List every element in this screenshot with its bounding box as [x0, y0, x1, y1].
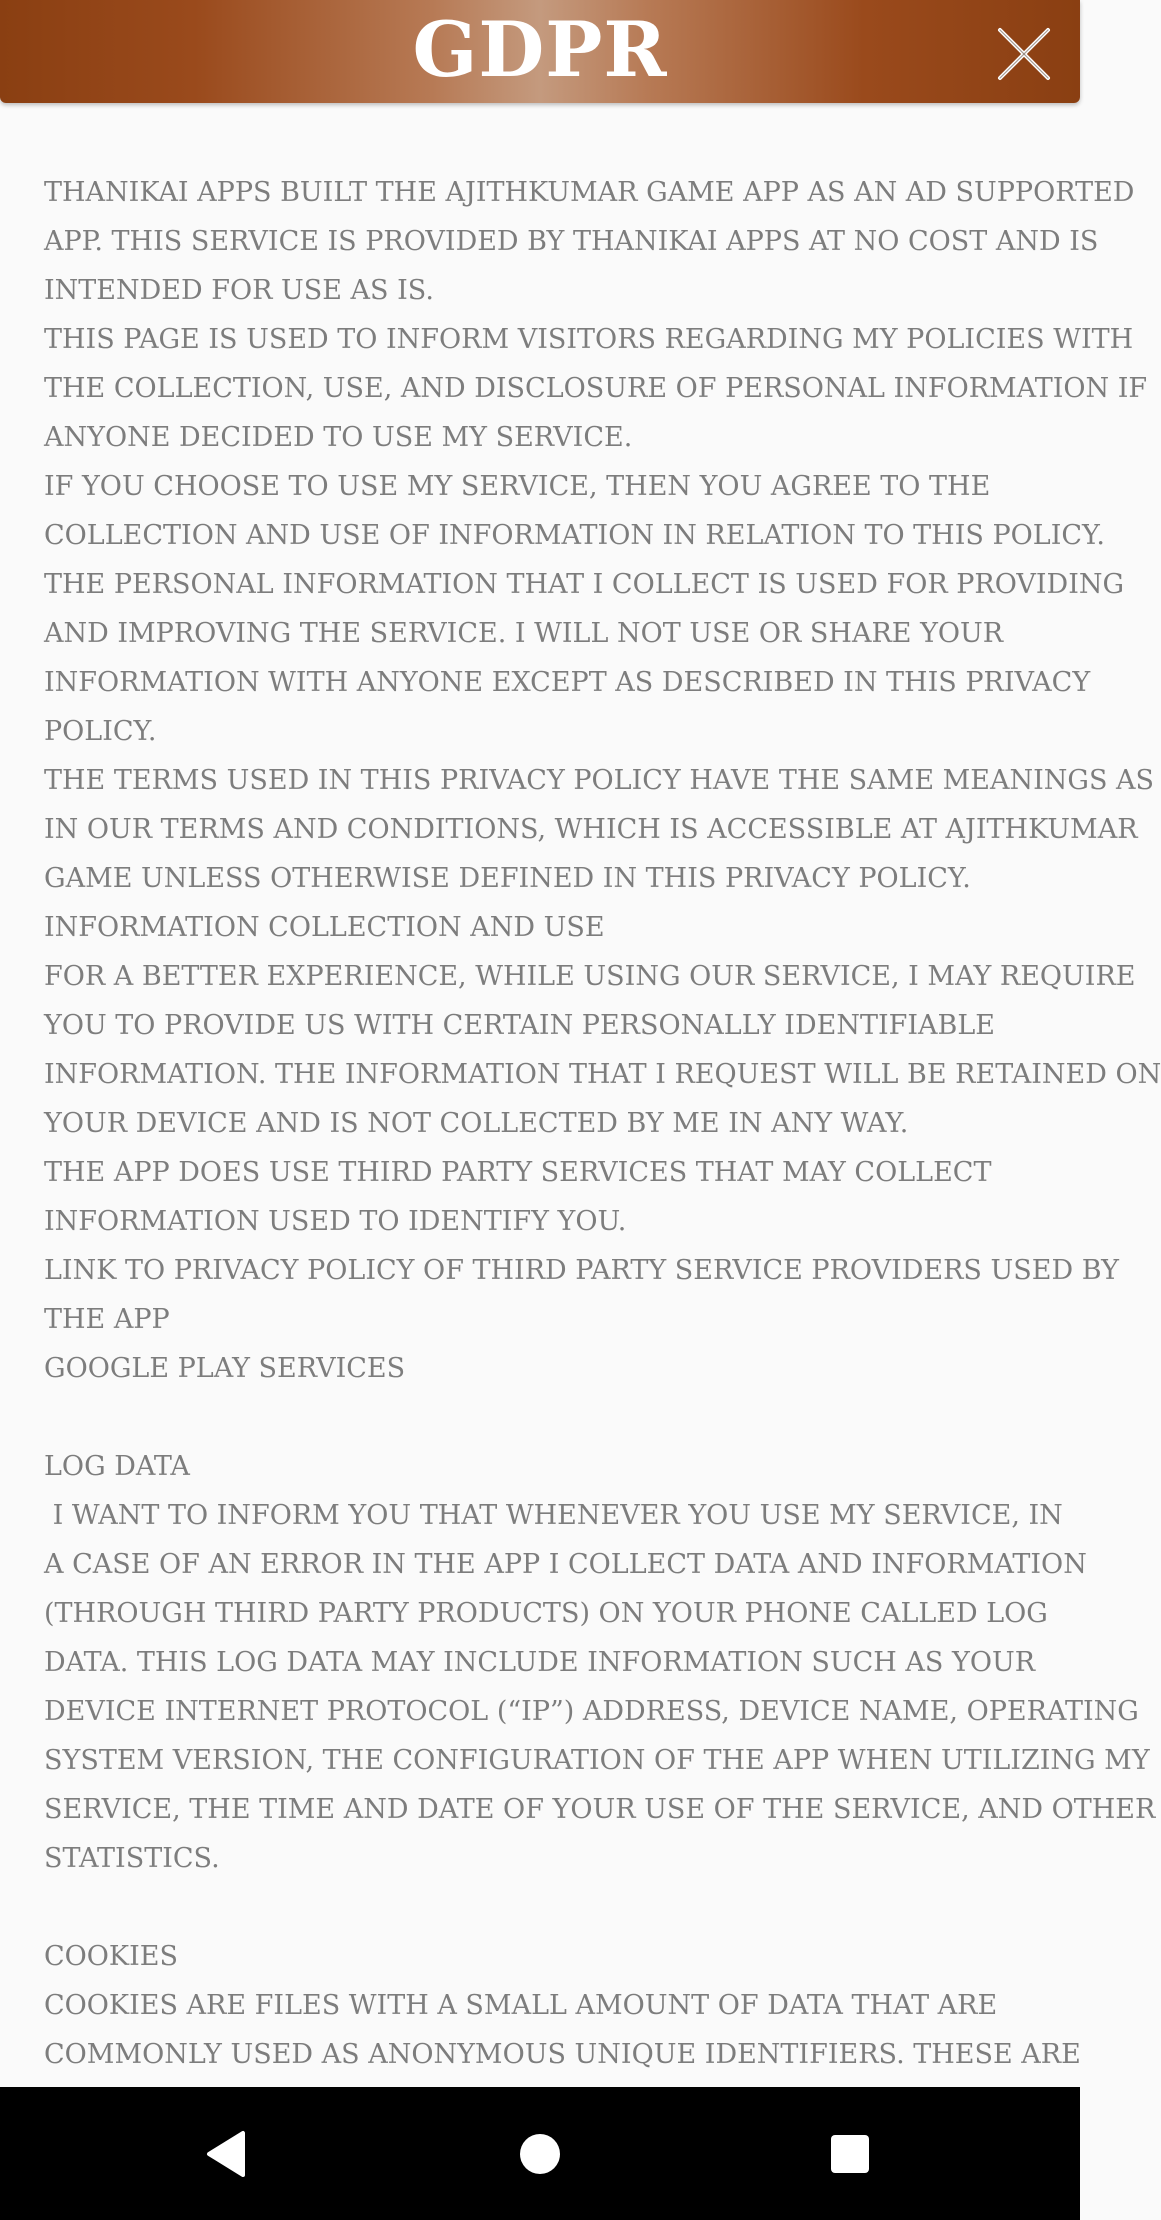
policy-line: I WANT TO INFORM YOU THAT WHENEVER YOU USE MY SERVICE, IN: [44, 1500, 1063, 1531]
policy-line: STATISTICS.: [44, 1843, 220, 1874]
recents-square-icon: [829, 2133, 871, 2175]
policy-line: COOKIES ARE FILES WITH A SMALL AMOUNT OF DATA THAT ARE: [44, 1990, 998, 2021]
back-triangle-icon: [203, 2129, 249, 2179]
policy-line: THIS PAGE IS USED TO INFORM VISITORS REGARDING MY POLICIES WITH: [44, 324, 1134, 355]
policy-line: DATA. THIS LOG DATA MAY INCLUDE INFORMATION SUCH AS YOUR: [44, 1647, 1036, 1678]
policy-line: THE APP: [44, 1304, 170, 1335]
home-circle-icon: [518, 2132, 562, 2176]
policy-line: INFORMATION WITH ANYONE EXCEPT AS DESCRIBED IN THIS PRIVACY: [44, 667, 1091, 698]
policy-line: LOG DATA: [44, 1451, 190, 1482]
close-button[interactable]: [996, 26, 1052, 82]
privacy-policy-text[interactable]: [44, 168, 1161, 2083]
policy-line: SYSTEM VERSION, THE CONFIGURATION OF THE APP WHEN UTILIZING MY: [44, 1745, 1150, 1776]
policy-line: COLLECTION AND USE OF INFORMATION IN RELATION TO THIS POLICY.: [44, 520, 1105, 551]
recents-button[interactable]: [750, 2087, 950, 2220]
policy-line: GAME UNLESS OTHERWISE DEFINED IN THIS PRIVACY POLICY.: [44, 863, 971, 894]
policy-line: ANYONE DECIDED TO USE MY SERVICE.: [44, 422, 633, 453]
blank-line: [44, 1393, 1044, 1442]
page-title: GDPR: [412, 5, 668, 94]
policy-line: INTENDED FOR USE AS IS.: [44, 275, 434, 306]
system-navigation-bar: [0, 2087, 1080, 2220]
policy-line: A CASE OF AN ERROR IN THE APP I COLLECT DATA AND INFORMATION: [44, 1549, 1087, 1580]
policy-line: INFORMATION. THE INFORMATION THAT I REQUEST WILL BE RETAINED ON: [44, 1059, 1161, 1090]
blank-line: [44, 1883, 1044, 1932]
back-button[interactable]: [126, 2087, 326, 2220]
policy-line: INFORMATION COLLECTION AND USE: [44, 912, 605, 943]
home-button[interactable]: [440, 2087, 640, 2220]
policy-line: COOKIES: [44, 1941, 178, 1972]
policy-line: THE APP DOES USE THIRD PARTY SERVICES THAT MAY COLLECT: [44, 1157, 992, 1188]
policy-line: POLICY.: [44, 716, 157, 747]
policy-line: IN OUR TERMS AND CONDITIONS, WHICH IS ACCESSIBLE AT AJITHKUMAR: [44, 814, 1138, 845]
policy-line: THE TERMS USED IN THIS PRIVACY POLICY HAVE THE SAME MEANINGS AS: [44, 765, 1155, 796]
policy-line: AND IMPROVING THE SERVICE. I WILL NOT USE OR SHARE YOUR: [44, 618, 1004, 649]
policy-line: APP. THIS SERVICE IS PROVIDED BY THANIKAI APPS AT NO COST AND IS: [44, 226, 1099, 257]
policy-line: (THROUGH THIRD PARTY PRODUCTS) ON YOUR PHONE CALLED LOG: [44, 1598, 1048, 1629]
policy-line: INFORMATION USED TO IDENTIFY YOU.: [44, 1206, 627, 1237]
policy-line: LINK TO PRIVACY POLICY OF THIRD PARTY SERVICE PROVIDERS USED BY: [44, 1255, 1119, 1286]
policy-line: THE COLLECTION, USE, AND DISCLOSURE OF PERSONAL INFORMATION IF: [44, 373, 1148, 404]
gdpr-header: [0, 0, 1080, 103]
policy-line: DEVICE INTERNET PROTOCOL (“IP”) ADDRESS, DEVICE NAME, OPERATING: [44, 1696, 1139, 1727]
policy-line: THANIKAI APPS BUILT THE AJITHKUMAR GAME APP AS AN AD SUPPORTED: [44, 177, 1135, 208]
policy-line: YOU TO PROVIDE US WITH CERTAIN PERSONALLY IDENTIFIABLE: [44, 1010, 995, 1041]
policy-line: YOUR DEVICE AND IS NOT COLLECTED BY ME IN ANY WAY.: [44, 1108, 909, 1139]
policy-line: THE PERSONAL INFORMATION THAT I COLLECT IS USED FOR PROVIDING: [44, 569, 1125, 600]
close-icon: [996, 26, 1052, 82]
policy-line: COMMONLY USED AS ANONYMOUS UNIQUE IDENTIFIERS. THESE ARE: [44, 2039, 1081, 2070]
policy-line: GOOGLE PLAY SERVICES: [44, 1353, 406, 1384]
policy-line: IF YOU CHOOSE TO USE MY SERVICE, THEN YOU AGREE TO THE: [44, 471, 991, 502]
policy-line: FOR A BETTER EXPERIENCE, WHILE USING OUR SERVICE, I MAY REQUIRE: [44, 961, 1136, 992]
policy-line: SERVICE, THE TIME AND DATE OF YOUR USE OF THE SERVICE, AND OTHER: [44, 1794, 1156, 1825]
